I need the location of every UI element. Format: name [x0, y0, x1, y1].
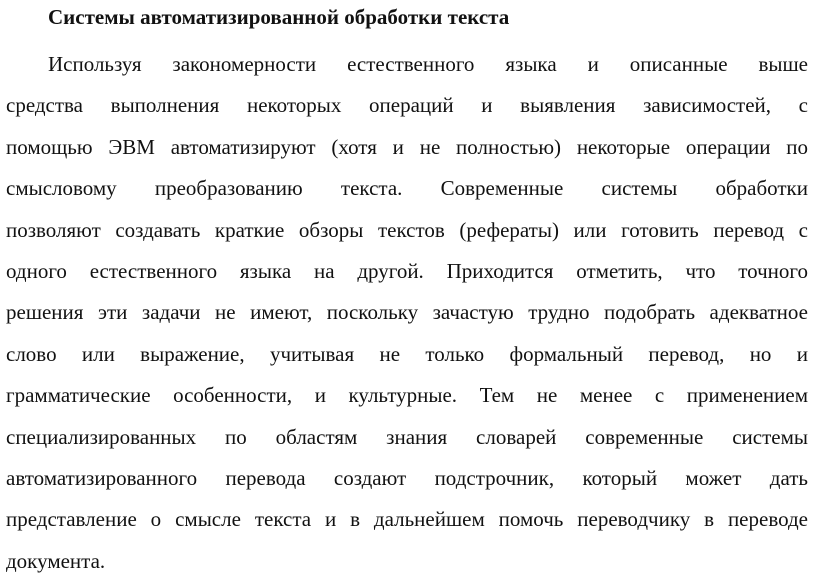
paragraph-line: одного естественного языка на другой. Приходится отметить, что точного — [6, 259, 808, 284]
paragraph-line: документа. — [6, 548, 106, 573]
paragraph-line: решения эти задачи не имеют, поскольку зачастую трудно подобрать адекватное — [6, 300, 808, 325]
paragraph-line: автоматизированного перевода создают подстрочник, который может дать — [6, 466, 808, 491]
paragraph-line: помощью ЭВМ автоматизируют (хотя и не полностью) некоторые операции по — [6, 134, 808, 159]
paragraph-line: средства выполнения некоторых операций и выявления зависимостей, с — [6, 93, 808, 118]
paragraph-line: позволяют создавать краткие обзоры текстов (рефераты) или готовить перевод с — [6, 217, 808, 242]
body-paragraph — [6, 44, 808, 582]
paragraph-line: специализированных по областям знания словарей современные системы — [6, 424, 808, 449]
paragraph-line: слово или выражение, учитывая не только формальный перевод, но и — [6, 341, 808, 366]
section-heading: Системы автоматизированной обработки текста — [48, 5, 510, 29]
paragraph-line: грамматические особенности, и культурные. Тем не менее с применением — [6, 383, 808, 408]
paragraph-line: смысловому преобразованию текста. Современные системы обработки — [6, 176, 808, 201]
paragraph-line: представление о смысле текста и в дальнейшем помочь переводчику в переводе — [6, 507, 808, 532]
paragraph-line: Используя закономерности естественного языка и описанные выше — [48, 52, 808, 76]
